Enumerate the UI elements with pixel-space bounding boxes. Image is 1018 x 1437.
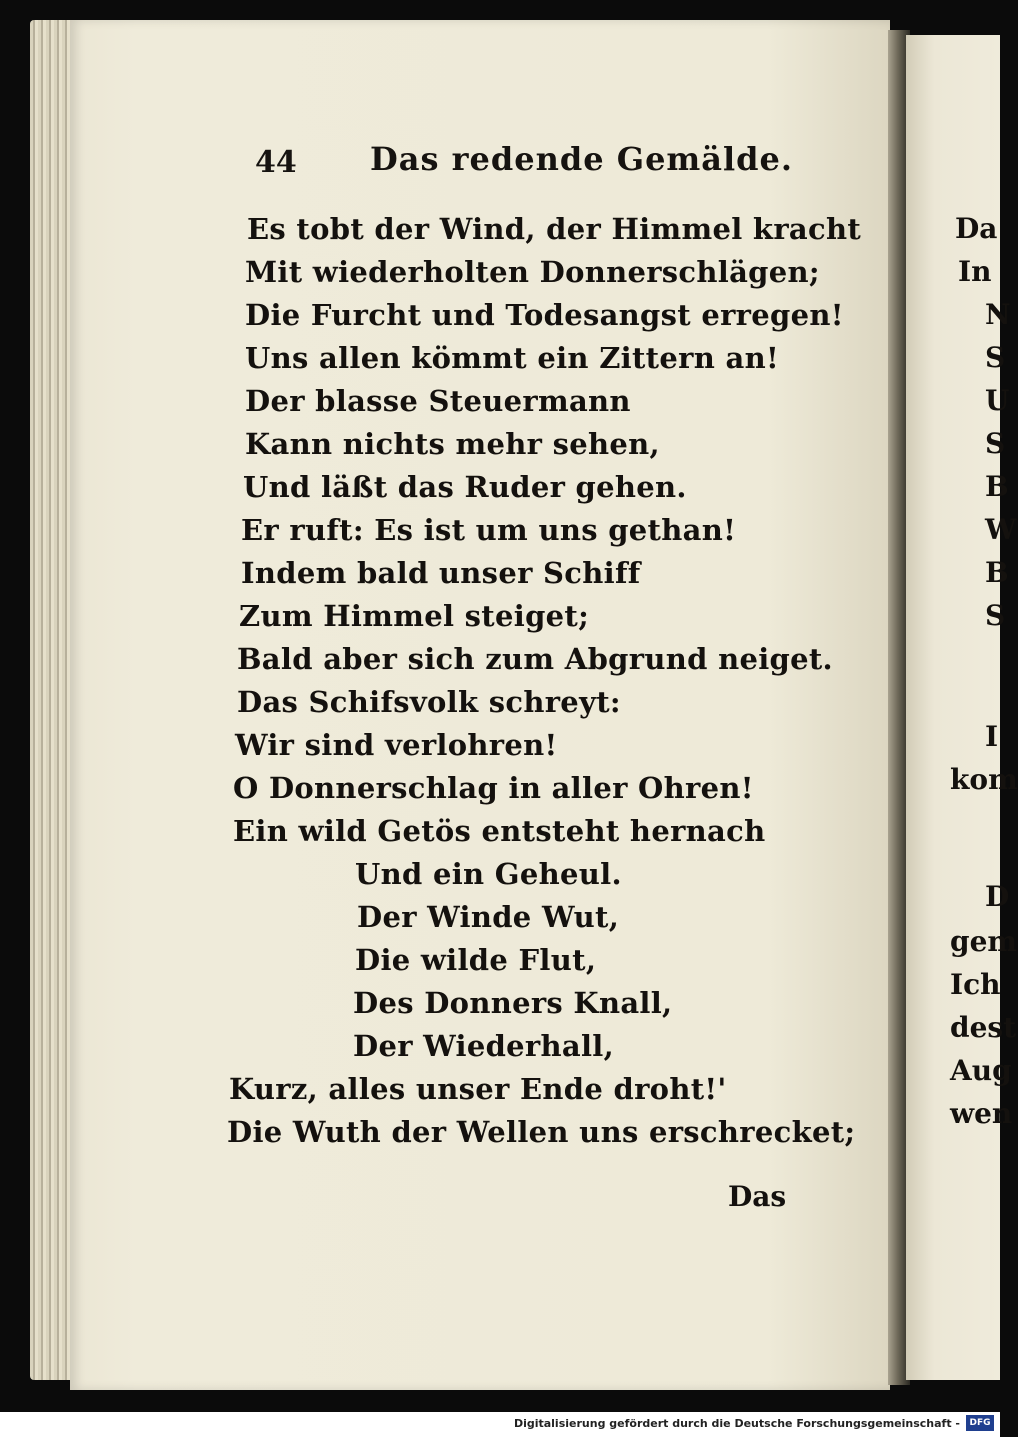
right-page-fragment: S: [985, 341, 1006, 374]
poem-line: Zum Himmel steiget;: [239, 599, 590, 633]
poem-line: Der blasse Steuermann: [245, 384, 631, 418]
right-page-fragment: dest: [950, 1011, 1017, 1044]
right-page-fragment: In: [958, 255, 992, 288]
right-page-fragment: N: [985, 298, 1011, 331]
poem-line: Die wilde Flut,: [355, 943, 597, 977]
poem-line: Das Schifsvolk schreyt:: [237, 685, 621, 719]
poem-line: Kann nichts mehr sehen,: [245, 427, 660, 461]
poem-line: Die Wuth der Wellen uns erschrecket;: [227, 1115, 856, 1149]
right-page-fragment: Ich: [950, 968, 1001, 1001]
right-page-fragment: I: [985, 720, 999, 753]
poem-line: Der Winde Wut,: [357, 900, 620, 934]
right-page-fragment: U: [985, 384, 1010, 417]
poem-line: Bald aber sich zum Abgrund neiget.: [237, 642, 833, 676]
poem-line: Mit wiederholten Donnerschlägen;: [245, 255, 820, 289]
poem-line: Indem bald unser Schiff: [241, 556, 641, 590]
catchword: Das: [728, 1180, 787, 1213]
right-page-fragment: S: [985, 427, 1006, 460]
poem-line: Uns allen kömmt ein Zittern an!: [245, 341, 779, 375]
right-page-fragment: D: [985, 880, 1010, 913]
right-page-fragment: Da: [955, 212, 998, 245]
right-page-fragment: Aug: [950, 1054, 1012, 1087]
poem-line: Kurz, alles unser Ende droht!': [229, 1072, 727, 1106]
poem-line: Es tobt der Wind, der Himmel kracht: [247, 212, 862, 246]
running-title: Das redende Gemälde.: [370, 140, 794, 178]
poem-line: Und ein Geheul.: [355, 857, 622, 891]
poem-line: Der Wiederhall,: [353, 1029, 615, 1063]
right-page-fragment: B: [985, 556, 1009, 589]
right-page-fragment: gem: [950, 925, 1018, 958]
poem-line: Wir sind verlohren!: [235, 728, 558, 762]
poem-line: Des Donners Knall,: [353, 986, 673, 1020]
right-page-fragment: W: [985, 513, 1017, 546]
footer-credit: Digitalisierung gefördert durch die Deutsche Forschungsgemeinschaft -: [513, 1417, 960, 1430]
right-page-fragment: wen: [950, 1097, 1013, 1130]
poem-line: Er ruft: Es ist um uns gethan!: [241, 513, 737, 547]
right-page-fragment: kom: [950, 763, 1018, 796]
right-page-fragment: S: [985, 599, 1006, 632]
poem-line: Die Furcht und Todesangst erregen!: [245, 298, 844, 332]
poem-line: Ein wild Getös entsteht hernach: [233, 814, 766, 848]
right-page-fragment: B: [985, 470, 1009, 503]
poem-line: O Donnerschlag in aller Ohren!: [233, 771, 754, 805]
poem-line: Und läßt das Ruder gehen.: [243, 470, 687, 504]
dfg-logo-icon: DFG: [966, 1415, 994, 1431]
page-number: 44: [255, 145, 297, 180]
